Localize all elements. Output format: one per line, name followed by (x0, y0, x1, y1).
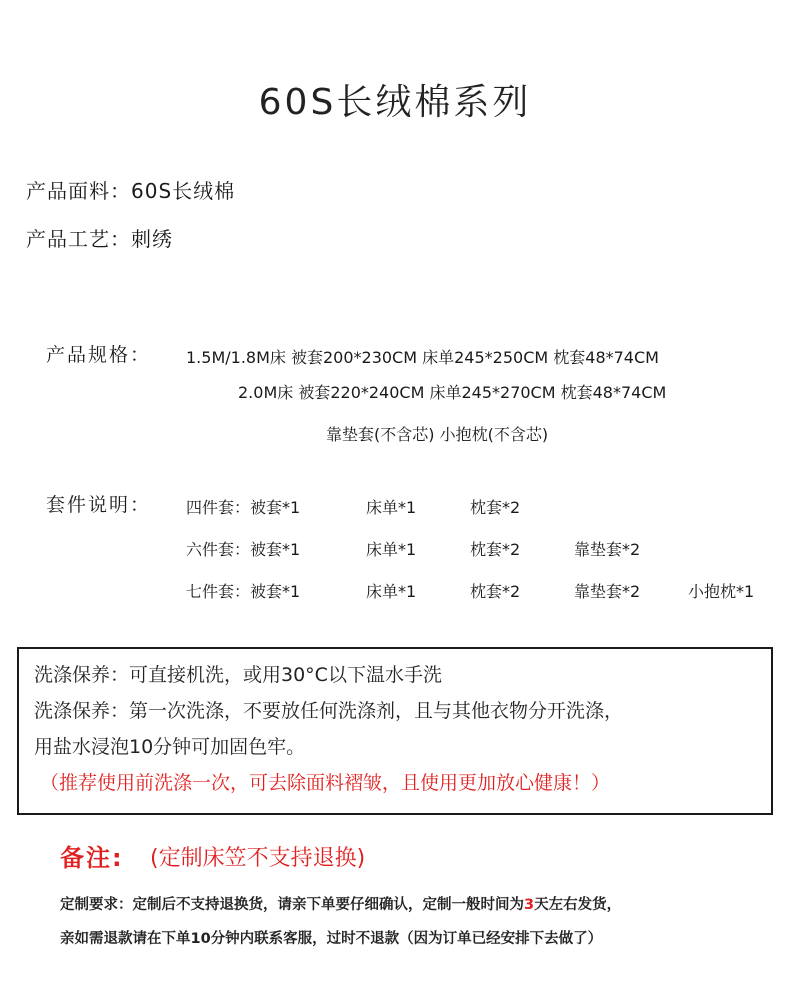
spec-row: 1.5M/1.8M床 被套200*230CM 床单245*250CM 枕套48*74CM (186, 348, 659, 367)
set-cell: 靠垫套*2 (574, 582, 641, 601)
specs-label: 产品规格： (46, 344, 152, 366)
set-cell: 四件套：被套*1 (186, 498, 301, 517)
set-cell: 枕套*2 (470, 498, 521, 517)
remark-subtitle: (定制床笠不支持退换) (150, 846, 366, 871)
wash-care-line: 洗涤保养：可直接机洗，或用30°C以下温水手洗 (34, 664, 442, 686)
fabric-info: 产品面料：60S长绒棉 (26, 179, 236, 203)
refund-note: 亲如需退款请在下单10分钟内联系客服，过时不退款（因为订单已经安排下去做了） (60, 931, 603, 947)
custom-order-note (60, 893, 621, 914)
set-cell: 枕套*2 (470, 540, 521, 559)
set-cell: 六件套：被套*1 (186, 540, 301, 559)
note-text: 天左右发货， (534, 897, 622, 913)
sets-label: 套件说明： (46, 494, 152, 516)
set-cell: 七件套：被套*1 (186, 582, 301, 601)
set-cell: 床单*1 (366, 540, 417, 559)
note-highlight-days: 3 (524, 897, 535, 913)
wash-care-line: 洗涤保养：第一次洗涤，不要放任何洗涤剂，且与其他衣物分开洗涤， (34, 700, 624, 722)
set-cell: 床单*1 (366, 498, 417, 517)
set-cell: 靠垫套*2 (574, 540, 641, 559)
wash-care-line: 用盐水浸泡10分钟可加固色牢。 (34, 736, 306, 758)
wash-care-recommendation: （推荐使用前洗涤一次，可去除面料褶皱，且使用更加放心健康！） (40, 772, 611, 794)
spec-row: 2.0M床 被套220*240CM 床单245*270CM 枕套48*74CM (238, 383, 667, 402)
craft-info: 产品工艺：刺绣 (26, 227, 173, 251)
page-title: 60S长绒棉系列 (258, 82, 532, 123)
note-text: 定制要求：定制后不支持退换货，请亲下单要仔细确认，定制一般时间为 (60, 897, 524, 913)
set-cell: 小抱枕*1 (688, 582, 755, 601)
remark-heading: 备注: (60, 844, 124, 872)
spec-row: 靠垫套(不含芯) 小抱枕(不含芯) (326, 425, 549, 444)
set-cell: 床单*1 (366, 582, 417, 601)
set-cell: 枕套*2 (470, 582, 521, 601)
